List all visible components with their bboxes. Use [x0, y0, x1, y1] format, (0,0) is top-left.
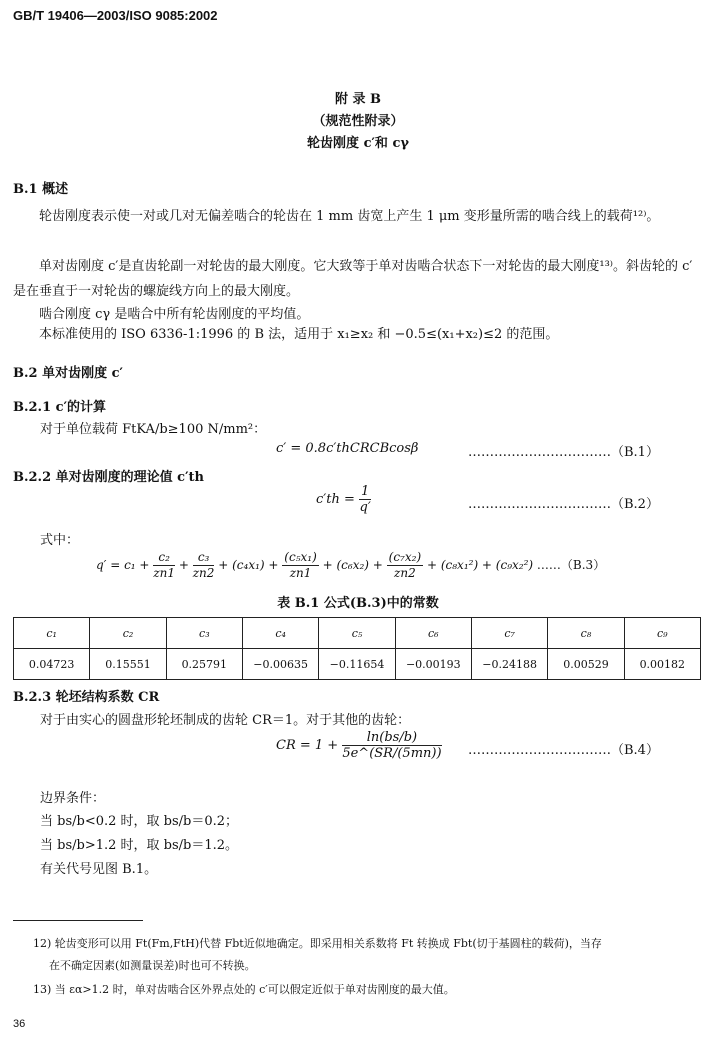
equation-b3	[96, 550, 605, 581]
fraction-denominator: 5e^(SR/(5mn))	[342, 746, 442, 761]
table-header-cell: c₉	[624, 618, 700, 649]
section-b21-heading: B.2.1 c′的计算	[13, 400, 106, 415]
fraction-numerator: c₂	[153, 550, 175, 566]
boundary-condition-2: 当 bs/b>1.2 时，取 bs/b＝1.2。	[40, 838, 239, 853]
running-header: GB/T 19406—2003/ISO 9085:2002	[13, 8, 218, 23]
table-header-cell: c₈	[548, 618, 624, 649]
where-label: 式中：	[40, 533, 80, 548]
section-b1-heading: B.1 概述	[13, 182, 69, 197]
eq3-part-c: + (c₆x₂) +	[322, 558, 383, 572]
b21-text: 对于单位载荷 FtKA/b≥100 N/mm²：	[40, 422, 267, 437]
table-cell: −0.24188	[471, 649, 547, 680]
table-cell: 0.00529	[548, 649, 624, 680]
eq3-plus: +	[178, 558, 189, 572]
b23-text: 对于由实心的圆盘形轮坯制成的齿轮 CR＝1。对于其他的齿轮：	[40, 713, 411, 728]
table-cell: 0.25791	[166, 649, 242, 680]
table-header-cell: c₁	[14, 618, 90, 649]
constants-table	[13, 617, 701, 680]
footnote-12-line-1: 12) 轮齿变形可以用 Ft(Fm,FtH)代替 Fbt近似地确定。即采用相关系数将 Ft 转换成 Fbt(切于基圆柱的载荷)，当存	[33, 937, 602, 950]
table-cell: 0.04723	[14, 649, 90, 680]
equation-b4-lhs: CR = 1 +	[276, 738, 339, 753]
fraction-numerator: 1	[361, 484, 370, 499]
table-header-cell: c₇	[471, 618, 547, 649]
table-cell: −0.11654	[319, 649, 395, 680]
footnote-13: 13) 当 εα>1.2 时，单对齿啮合区外界点处的 c′可以假定近似于单对齿刚度的最大值。	[33, 983, 455, 996]
table-header-row	[14, 618, 701, 649]
fraction-denominator: zn2	[394, 566, 416, 580]
page-number: 36	[13, 1018, 26, 1030]
fraction-denominator: q′	[359, 500, 371, 515]
fraction-numerator: (c₅x₁)	[284, 550, 317, 564]
table-header-cell: c₄	[242, 618, 318, 649]
fraction-numerator: c₃	[193, 550, 215, 566]
table-cell: −0.00635	[242, 649, 318, 680]
annex-title: 附 录 B	[334, 92, 382, 107]
table-cell: 0.15551	[90, 649, 166, 680]
table-header-cell: c₆	[395, 618, 471, 649]
boundary-condition-1: 当 bs/b<0.2 时，取 bs/b＝0.2；	[40, 814, 239, 829]
eq3-fraction-1	[153, 550, 175, 581]
eq3-fraction-2	[193, 550, 215, 581]
footnote-rule	[13, 920, 143, 921]
eq3-fraction-4	[387, 550, 423, 581]
b1-paragraph-3: 啮合刚度 cγ 是啮合中所有轮齿刚度的平均值。	[39, 307, 310, 322]
figure-reference: 有关代号见图 B.1。	[40, 862, 158, 877]
eq3-part-d: + (c₈x₁²) + (c₉x₂²)	[426, 558, 534, 572]
equation-b1-number: ……………………………（B.1）	[468, 445, 659, 460]
equation-b4-fraction	[342, 730, 441, 761]
equation-b3-number: ……（B.3）	[536, 558, 606, 572]
equation-b4	[276, 730, 442, 761]
b1-paragraph-1: 轮齿刚度表示使一对或几对无偏差啮合的轮齿在 1 mm 齿宽上产生 1 μm 变形量所需的啮合线上的载荷¹²⁾。	[39, 209, 660, 224]
b1-paragraph-4: 本标准使用的 ISO 6336-1:1996 的 B 法，适用于 x₁≥x₂ 和 −0.5≤(x₁+x₂)≤2 的范围。	[39, 327, 559, 342]
eq3-part-a: q′ = c₁ +	[96, 558, 150, 572]
table-cell: −0.00193	[395, 649, 471, 680]
table-row	[14, 649, 701, 680]
fraction-numerator: (c₇x₂)	[388, 550, 422, 564]
equation-b2-fraction	[359, 484, 371, 515]
section-b2-heading: B.2 单对齿刚度 c′	[13, 366, 123, 381]
equation-b4-number: ……………………………（B.4）	[468, 743, 659, 758]
equation-b2	[316, 484, 371, 515]
footnote-12-line-2: 在不确定因素(如测量误差)时也可不转换。	[49, 959, 256, 972]
section-b23-heading: B.2.3 轮坯结构系数 CR	[13, 690, 160, 705]
equation-b1: c′ = 0.8c′thCRCBcosβ	[276, 441, 419, 456]
fraction-denominator: zn2	[192, 566, 215, 580]
boundary-label: 边界条件：	[40, 791, 106, 806]
equation-b2-number: ……………………………（B.2）	[468, 497, 659, 512]
fraction-numerator: ln(bs/b)	[342, 730, 441, 746]
table-cell: 0.00182	[624, 649, 700, 680]
fraction-denominator: zn1	[153, 566, 176, 580]
annex-kind: （规范性附录）	[312, 114, 404, 129]
fraction-denominator: zn1	[289, 566, 312, 580]
section-b22-heading: B.2.2 单对齿刚度的理论值 c′th	[13, 470, 204, 485]
table-header-cell: c₅	[319, 618, 395, 649]
table-caption: 表 B.1 公式(B.3)中的常数	[277, 596, 439, 611]
annex-subject: 轮齿刚度 c′和 cγ	[307, 136, 409, 151]
equation-b2-lhs: c′th =	[316, 492, 355, 507]
table-header-cell: c₂	[90, 618, 166, 649]
table-header-cell: c₃	[166, 618, 242, 649]
eq3-part-b: + (c₄x₁) +	[218, 558, 279, 572]
b1-paragraph-2: 单对齿刚度 c′是直齿轮副一对轮齿的最大刚度。它大致等于单对齿啮合状态下一对轮齿的最大刚度¹³⁾。斜齿轮的 c′是在垂直于一对轮齿的螺旋线方向上的最大刚度。	[13, 259, 693, 299]
eq3-fraction-3	[282, 550, 318, 581]
